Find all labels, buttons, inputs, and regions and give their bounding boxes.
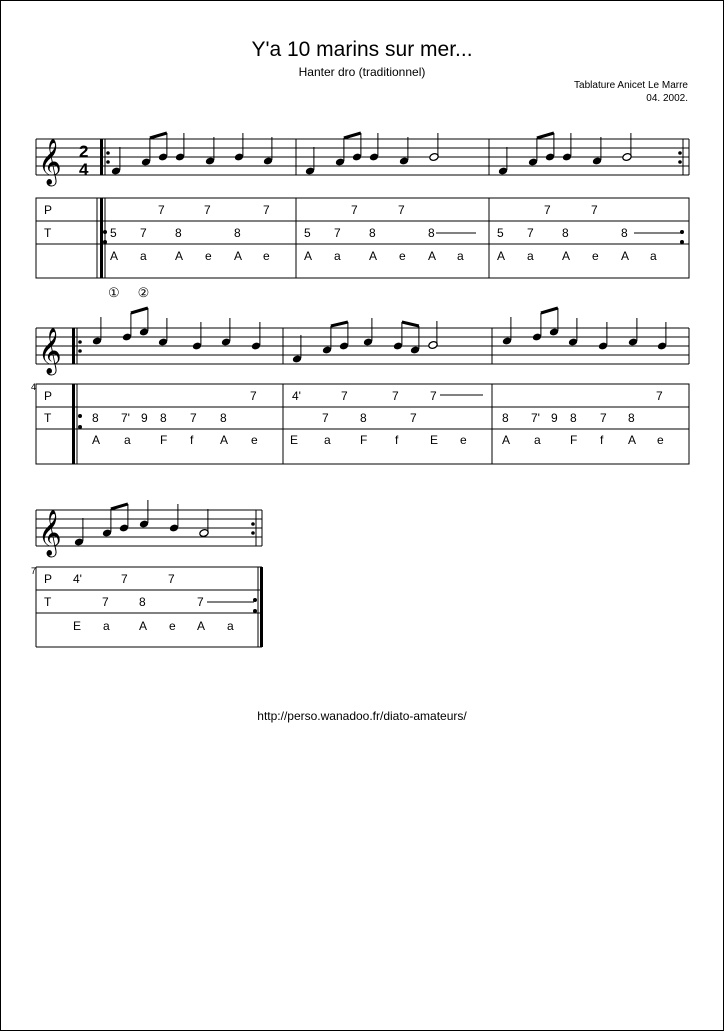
chord: A [175, 249, 184, 263]
push-value: 7 [351, 203, 358, 217]
chord: A [110, 249, 119, 263]
staff-lines [36, 510, 262, 546]
chord: F [360, 433, 368, 447]
chord: F [570, 433, 578, 447]
note-beam [541, 308, 558, 313]
tire-value: 7 [600, 411, 607, 425]
chord: a [140, 249, 147, 263]
push-value: 7 [430, 389, 437, 403]
tire-value: 9 [141, 411, 148, 425]
tire-value: 7' [121, 411, 130, 425]
chord: a [324, 433, 331, 447]
tire-value: 7 [410, 411, 417, 425]
chord: e [460, 433, 467, 447]
note-beam [537, 133, 554, 138]
tire-value: 7 [190, 411, 197, 425]
row-label-tire: T [44, 226, 52, 240]
note-beam [131, 308, 148, 313]
staff-lines [36, 328, 689, 364]
marker-1: ① [108, 285, 120, 300]
credit-date: 04. 2002. [646, 93, 688, 104]
tire-value: 8 [234, 226, 241, 240]
tire-value: 8 [139, 595, 146, 609]
tire-value: 7 [197, 595, 204, 609]
chord: a [457, 249, 464, 263]
clef-icons [38, 139, 62, 558]
tire-value: 8 [428, 226, 435, 240]
song-title: Y'a 10 marins sur mer... [251, 38, 473, 61]
chord: e [205, 249, 212, 263]
tire-value: 8 [360, 411, 367, 425]
note-beam [111, 504, 128, 509]
chord: f [600, 433, 604, 447]
chord: f [395, 433, 399, 447]
chord: a [334, 249, 341, 263]
tire-value: 7 [102, 595, 109, 609]
push-value: 7 [158, 203, 165, 217]
tab-grid [36, 567, 262, 647]
chord: a [124, 433, 131, 447]
chord: a [103, 619, 110, 633]
song-subtitle: Hanter dro (traditionnel) [298, 65, 426, 79]
push-value: 7 [591, 203, 598, 217]
push-value: 7 [121, 572, 128, 586]
push-value: 7 [263, 203, 270, 217]
system-number: 7 [31, 566, 37, 576]
chord: e [399, 249, 406, 263]
tire-value: 5 [304, 226, 311, 240]
chord: e [169, 619, 176, 633]
tire-value: 8 [160, 411, 167, 425]
push-value: 7 [544, 203, 551, 217]
row-label-tire: T [44, 595, 52, 609]
tire-value: 7 [322, 411, 329, 425]
push-value: 4' [73, 572, 82, 586]
chord: A [428, 249, 437, 263]
push-value: 7 [204, 203, 211, 217]
chord: a [534, 433, 541, 447]
chord: A [369, 249, 378, 263]
chord: A [562, 249, 571, 263]
footer-url: http://perso.wanadoo.fr/diato-amateurs/ [257, 709, 467, 723]
chord: e [263, 249, 270, 263]
chord: A [197, 619, 206, 633]
chord: a [227, 619, 234, 633]
tire-value: 8 [570, 411, 577, 425]
repeat-start-bar [100, 139, 103, 175]
chord: f [190, 433, 194, 447]
time-sig-top: 2 [79, 142, 89, 161]
notes [74, 133, 667, 546]
push-value: 7 [392, 389, 399, 403]
tire-value: 8 [92, 411, 99, 425]
push-value: 7 [168, 572, 175, 586]
system-number: 4 [31, 382, 37, 392]
chord: e [592, 249, 599, 263]
tire-value: 8 [369, 226, 376, 240]
fingering-markers [108, 285, 167, 301]
note-beam [402, 322, 419, 326]
tire-value: 8 [175, 226, 182, 240]
push-value: 7 [398, 203, 405, 217]
chord: E [430, 433, 439, 447]
chord: A [139, 619, 148, 633]
chord: A [497, 249, 506, 263]
chord: A [220, 433, 229, 447]
chord: A [628, 433, 637, 447]
chord: A [304, 249, 313, 263]
chord: A [621, 249, 630, 263]
row-label-push: P [44, 572, 53, 586]
chord: a [650, 249, 657, 263]
tire-value: 5 [110, 226, 117, 240]
tire-value: 5 [497, 226, 504, 240]
chord: A [234, 249, 243, 263]
push-value: 4' [292, 389, 301, 403]
tire-value: 9 [551, 411, 558, 425]
chord: e [657, 433, 664, 447]
note-beam [150, 133, 167, 138]
push-value: 7 [250, 389, 257, 403]
marker-2: ② [137, 285, 150, 300]
tire-value: 8 [220, 411, 227, 425]
time-sig-bottom: 4 [79, 160, 89, 179]
credit-author: Tablature Anicet Le Marre [574, 80, 688, 91]
chord: E [73, 619, 82, 633]
row-label-push: P [44, 389, 53, 403]
chord: A [502, 433, 511, 447]
chord: A [92, 433, 101, 447]
tire-value: 7 [334, 226, 341, 240]
tire-value: 8 [621, 226, 628, 240]
chord: F [160, 433, 168, 447]
chord: a [527, 249, 534, 263]
chord: E [290, 433, 299, 447]
tire-value: 8 [628, 411, 635, 425]
treble-clef-icon: 𝄞 [38, 511, 62, 555]
tire-value: 7' [531, 411, 540, 425]
chord: e [251, 433, 258, 447]
tire-value: 8 [502, 411, 509, 425]
tire-value: 7 [140, 226, 147, 240]
staff-lines [36, 139, 689, 175]
row-label-tire: T [44, 411, 52, 425]
tire-value: 7 [527, 226, 534, 240]
row-label-push: P [44, 203, 53, 217]
note-beam [331, 322, 348, 326]
tire-value: 8 [562, 226, 569, 240]
push-value: 7 [656, 389, 663, 403]
note-beam [344, 133, 361, 138]
treble-clef-icon: 𝄞 [38, 140, 62, 184]
push-value: 7 [341, 389, 348, 403]
treble-clef-icon: 𝄞 [38, 329, 62, 373]
